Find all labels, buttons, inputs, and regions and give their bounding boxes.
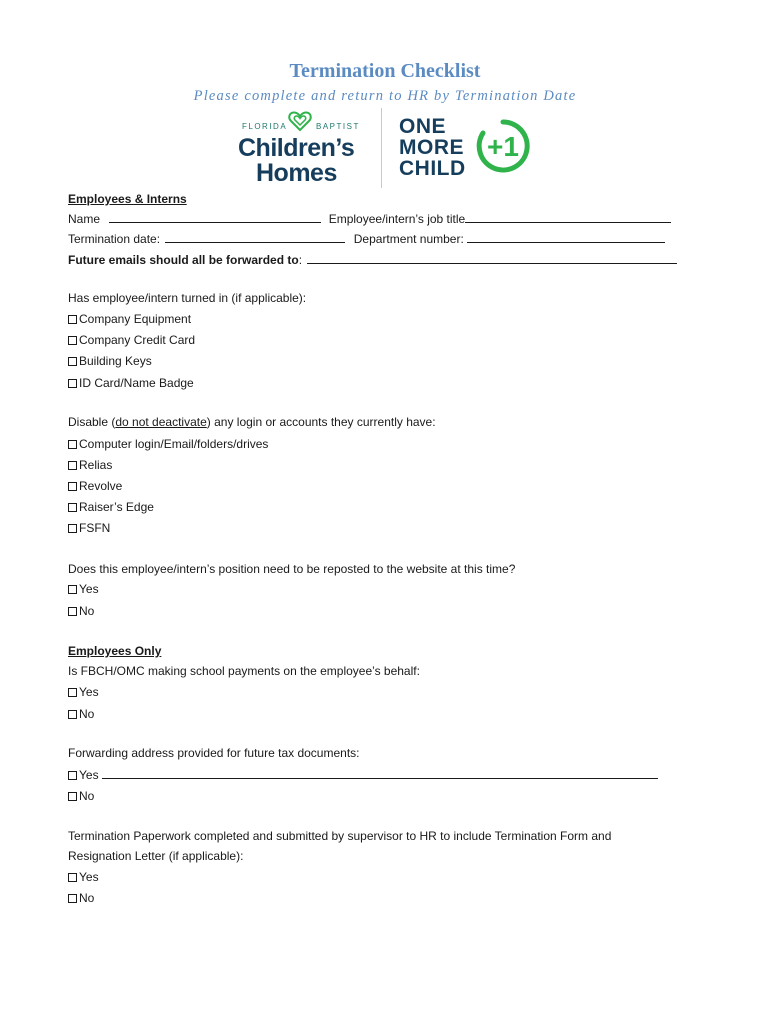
checkbox[interactable] [68,607,77,616]
turned-in-question: Has employee/intern turned in (if applicable): [68,291,307,305]
disable-question [68,415,436,429]
termination-date-row [68,231,665,246]
checkbox[interactable] [68,336,77,345]
job-title-field[interactable] [465,211,671,223]
checkbox-item-company-equipment[interactable] [68,312,191,326]
checkbox-label: Yes [79,582,99,596]
checkbox[interactable] [68,771,77,780]
checkbox-label: Building Keys [79,354,152,368]
checkbox[interactable] [68,710,77,719]
logo-divider [381,108,382,188]
checkbox-label: ID Card/Name Badge [79,376,194,390]
plus-one-icon [475,118,531,174]
omc-logo-one: ONE [399,115,447,138]
checkbox-item-paperwork-yes[interactable] [68,870,99,884]
fbch-logo-childrens: Children’s [238,134,355,162]
name-label: Name [68,212,101,226]
department-field[interactable] [467,231,665,243]
checkbox-label: No [79,604,95,618]
termination-date-label: Termination date: [68,232,161,246]
checkbox[interactable] [68,503,77,512]
checkbox-item-relias[interactable] [68,458,112,472]
checkbox-label: FSFN [79,521,111,535]
fbch-logo-baptist: BAPTIST [316,122,360,131]
checkbox[interactable] [68,357,77,366]
checkbox-item-forwarding-yes[interactable] [68,767,658,782]
section-heading-employees-interns: Employees & Interns [68,192,187,206]
checkbox[interactable] [68,688,77,697]
fbch-logo-homes: Homes [256,159,337,187]
disable-suffix: ) any login or accounts they currently have: [206,415,436,429]
checkbox-item-school-no[interactable] [68,707,94,721]
forward-label: Future emails should all be forwarded to [68,253,299,267]
disable-prefix: Disable ( [68,415,116,429]
checkbox[interactable] [68,792,77,801]
checkbox-label: Yes [79,685,99,699]
name-field[interactable] [109,211,321,223]
forward-colon: : [298,253,303,267]
checkbox[interactable] [68,461,77,470]
plus-one-text: +1 [487,131,519,162]
checkbox-label: Company Equipment [79,312,192,326]
checkbox-label: Company Credit Card [79,333,196,347]
checkbox[interactable] [68,315,77,324]
checkbox-label: Yes [79,870,99,884]
checkbox[interactable] [68,894,77,903]
omc-logo [399,116,539,186]
name-row [68,211,671,226]
fbch-logo [236,110,366,190]
checkbox-label: No [79,789,95,803]
checkbox-item-school-yes[interactable] [68,685,99,699]
document-subtitle: Please complete and return to HR by Termination Date [193,88,577,104]
job-title-label: Employee/intern’s job title [328,212,466,226]
department-label: Department number: [353,232,464,246]
omc-logo-child: CHILD [399,157,466,180]
forwarding-address-question: Forwarding address provided for future tax documents: [68,746,360,760]
checkbox-item-paperwork-no[interactable] [68,891,94,905]
checkbox[interactable] [68,873,77,882]
checkbox-label: Relias [79,458,113,472]
checkbox-item-revolve[interactable] [68,479,122,493]
school-payments-question: Is FBCH/OMC making school payments on the employee’s behalf: [68,664,420,678]
checkbox-label: Raiser’s Edge [79,500,154,514]
fbch-logo-florida: FLORIDA [242,122,288,131]
checkbox[interactable] [68,524,77,533]
checkbox-item-forwarding-no[interactable] [68,789,94,803]
section-heading-employees-only: Employees Only [68,644,162,658]
document-title: Termination Checklist [289,60,481,82]
paperwork-question-line1: Termination Paperwork completed and submitted by supervisor to HR to include Termination Form and [68,829,612,843]
checkbox-item-repost-yes[interactable] [68,582,99,596]
checkbox-label: No [79,891,95,905]
checkbox[interactable] [68,482,77,491]
termination-date-field[interactable] [165,231,345,243]
forward-email-field[interactable] [307,252,677,264]
checkbox-item-id-card[interactable] [68,376,194,390]
checkbox-item-computer-login[interactable] [68,437,268,451]
checkbox-label: Revolve [79,479,123,493]
disable-emphasis: do not deactivate [115,415,207,429]
checkbox-item-repost-no[interactable] [68,604,94,618]
checkbox[interactable] [68,440,77,449]
heart-icon [288,110,312,132]
checkbox-item-raisers-edge[interactable] [68,500,154,514]
checkbox[interactable] [68,379,77,388]
forward-row [68,252,677,267]
repost-question: Does this employee/intern’s position need to be reposted to the website at this time? [68,562,516,576]
checkbox-item-building-keys[interactable] [68,354,152,368]
omc-logo-more: MORE [399,136,464,159]
checkbox-label: Yes [79,768,99,782]
checkbox-label: No [79,707,95,721]
checkbox-label: Computer login/Email/folders/drives [79,437,269,451]
paperwork-question-line2: Resignation Letter (if applicable): [68,849,244,863]
checkbox-item-fsfn[interactable] [68,521,110,535]
checkbox[interactable] [68,585,77,594]
checkbox-item-company-credit-card[interactable] [68,333,195,347]
forwarding-address-field[interactable] [102,767,658,779]
